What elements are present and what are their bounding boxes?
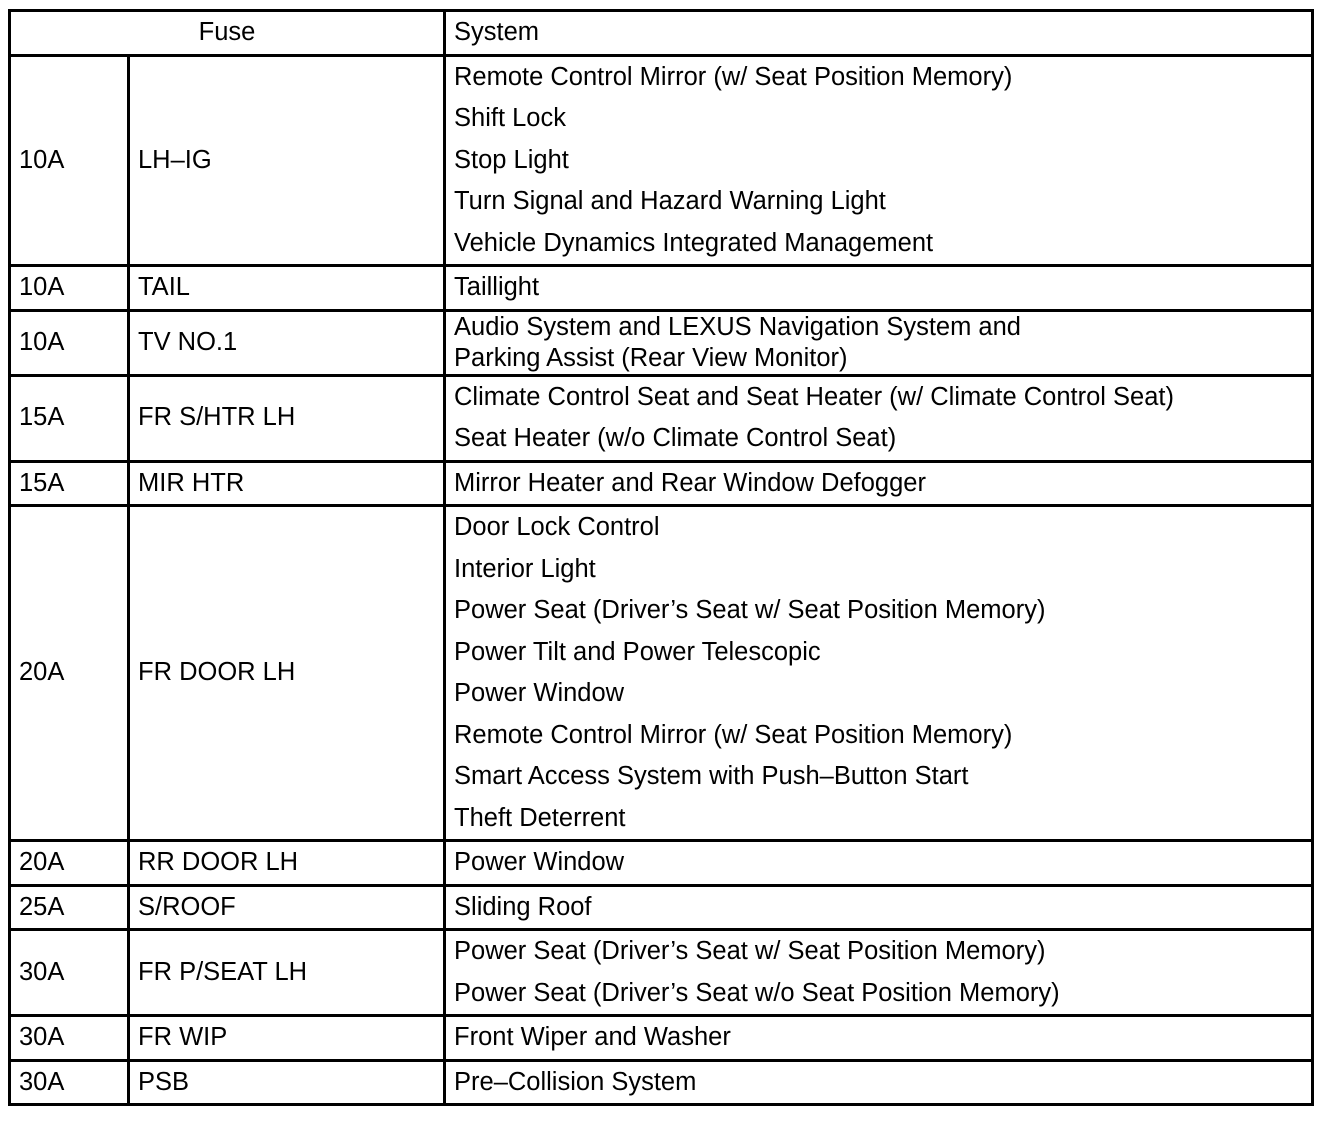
system-entry: Power Tilt and Power Telescopic bbox=[454, 637, 821, 666]
system-entry: Interior Light bbox=[454, 554, 596, 583]
fuse-name: PSB bbox=[129, 1060, 445, 1105]
fuse-amperage: 10A bbox=[10, 55, 129, 266]
fuse-name: LH–IG bbox=[129, 55, 445, 266]
fuse-name: TAIL bbox=[129, 266, 445, 311]
fuse-systems bbox=[445, 461, 1313, 506]
fuse-systems bbox=[445, 55, 1313, 266]
system-entry: Turn Signal and Hazard Warning Light bbox=[454, 187, 886, 215]
fuse-amperage: 25A bbox=[10, 885, 129, 930]
system-header: System bbox=[445, 11, 1313, 56]
system-entry: Theft Deterrent bbox=[454, 803, 626, 832]
system-entry: Parking Assist (Rear View Monitor) bbox=[454, 343, 848, 372]
system-entry: Sliding Roof bbox=[454, 892, 592, 921]
fuse-amperage: 10A bbox=[10, 310, 129, 375]
fuse-amperage: 15A bbox=[10, 375, 129, 461]
fuse-amperage: 30A bbox=[10, 930, 129, 1016]
system-entry: Mirror Heater and Rear Window Defogger bbox=[454, 468, 926, 497]
table-row bbox=[10, 885, 1313, 930]
table-row bbox=[10, 375, 1313, 461]
table-row bbox=[10, 461, 1313, 506]
fuse-name: FR P/SEAT LH bbox=[129, 930, 445, 1016]
table-row bbox=[10, 506, 1313, 841]
fuse-name: RR DOOR LH bbox=[129, 841, 445, 886]
table-row bbox=[10, 266, 1313, 311]
system-entry: Front Wiper and Washer bbox=[454, 1023, 731, 1051]
table-row bbox=[10, 841, 1313, 886]
system-entry: Power Window bbox=[454, 848, 625, 876]
fuse-systems bbox=[445, 506, 1313, 841]
system-entry: Power Window bbox=[454, 679, 625, 707]
fuse-name: FR S/HTR LH bbox=[129, 375, 445, 461]
system-entry: Pre–Collision System bbox=[454, 1067, 697, 1096]
table-row bbox=[10, 310, 1313, 375]
fuse-amperage: 10A bbox=[10, 266, 129, 311]
fuse-name: TV NO.1 bbox=[129, 310, 445, 375]
system-entry: Vehicle Dynamics Integrated Management bbox=[454, 228, 934, 257]
system-entry: Stop Light bbox=[454, 145, 569, 174]
system-entry: Remote Control Mirror (w/ Seat Position Memory) bbox=[454, 62, 1013, 91]
system-entry: Climate Control Seat and Seat Heater (w/ Climate Control Seat) bbox=[454, 382, 1174, 411]
fuse-systems bbox=[445, 375, 1313, 461]
fuse-amperage: 15A bbox=[10, 461, 129, 506]
system-entry: Taillight bbox=[454, 273, 540, 301]
fuse-systems bbox=[445, 1016, 1313, 1061]
table-row bbox=[10, 1016, 1313, 1061]
system-entry: Audio System and LEXUS Navigation System and bbox=[454, 312, 1021, 341]
fuse-name: FR DOOR LH bbox=[129, 506, 445, 841]
table-row bbox=[10, 1060, 1313, 1105]
fuse-header: Fuse bbox=[10, 11, 445, 56]
fuse-name: S/ROOF bbox=[129, 885, 445, 930]
system-entry: Smart Access System with Push–Button Start bbox=[454, 762, 969, 790]
system-entry: Power Seat (Driver’s Seat w/ Seat Position Memory) bbox=[454, 596, 1046, 624]
fuse-amperage: 20A bbox=[10, 841, 129, 886]
system-entry: Shift Lock bbox=[454, 104, 566, 132]
fuse-amperage: 30A bbox=[10, 1060, 129, 1105]
fuse-systems bbox=[445, 1060, 1313, 1105]
system-entry: Door Lock Control bbox=[454, 513, 660, 541]
fuse-systems bbox=[445, 930, 1313, 1016]
system-entry: Seat Heater (w/o Climate Control Seat) bbox=[454, 424, 897, 452]
fuse-systems bbox=[445, 885, 1313, 930]
fuse-amperage: 30A bbox=[10, 1016, 129, 1061]
header-row bbox=[10, 11, 1313, 56]
fuse-name: FR WIP bbox=[129, 1016, 445, 1061]
system-entry: Power Seat (Driver’s Seat w/o Seat Position Memory) bbox=[454, 978, 1060, 1007]
fuse-systems bbox=[445, 266, 1313, 311]
fuse-systems bbox=[445, 841, 1313, 886]
fuse-name: MIR HTR bbox=[129, 461, 445, 506]
fuse-systems bbox=[445, 310, 1313, 375]
fuse-amperage: 20A bbox=[10, 506, 129, 841]
table-row bbox=[10, 930, 1313, 1016]
fuse-table bbox=[8, 9, 1314, 1106]
fuse-table-body bbox=[10, 55, 1313, 1105]
system-entry: Remote Control Mirror (w/ Seat Position Memory) bbox=[454, 720, 1013, 749]
system-entry: Power Seat (Driver’s Seat w/ Seat Position Memory) bbox=[454, 937, 1046, 965]
table-row bbox=[10, 55, 1313, 266]
